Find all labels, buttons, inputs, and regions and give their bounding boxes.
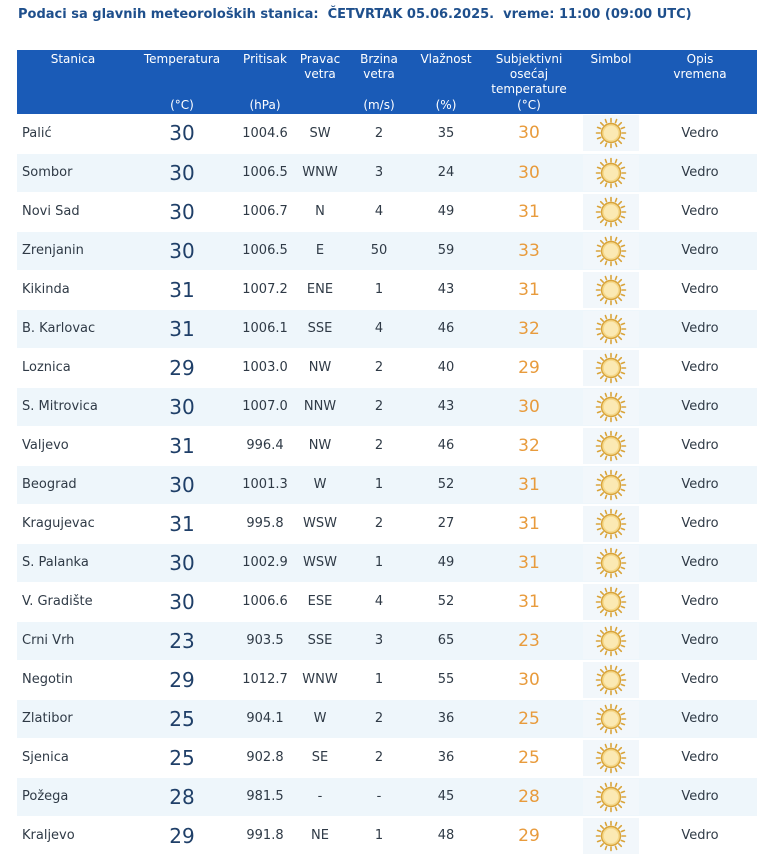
sun-icon [595,274,627,306]
table-row [17,114,757,153]
table-row [17,153,757,192]
station-name: Zlatibor [17,699,129,738]
temperature-value: 31 [129,426,235,465]
weather-description: Vedro [643,348,757,387]
symbol-cell [579,504,643,543]
symbol-cell [579,816,643,855]
weather-description: Vedro [643,543,757,582]
wind-speed-value: 3 [345,621,413,660]
wind-speed-value: 1 [345,543,413,582]
table-row [17,387,757,426]
wind-speed-value: 3 [345,153,413,192]
header-description: Opis vremena [673,52,727,81]
weather-description: Vedro [643,192,757,231]
humidity-value: 52 [413,465,479,504]
temperature-value: 31 [129,309,235,348]
wind-direction-value: SE [295,738,345,777]
wind-direction-value: W [295,465,345,504]
wind-speed-value: 4 [345,309,413,348]
temperature-value: 30 [129,192,235,231]
title-lead: Podaci sa glavnih meteoroloških stanica: [18,7,319,22]
pressure-value: 1006.5 [235,231,295,270]
wind-direction-value: SSE [295,309,345,348]
wind-speed-value: 2 [345,699,413,738]
table-header [17,50,757,114]
header-humidity: Vlažnost (%) [420,52,472,112]
temperature-value: 31 [129,504,235,543]
wind-direction-value: E [295,231,345,270]
symbol-cell [579,348,643,387]
sun-icon [595,625,627,657]
feel-temperature-value: 25 [479,738,579,777]
table-row [17,309,757,348]
header-wind-speed: Brzina vetra (m/s) [360,52,398,112]
feel-temperature-value: 29 [479,348,579,387]
stations-table [17,50,757,856]
wind-direction-value: WSW [295,543,345,582]
sun-icon [595,742,627,774]
table-row [17,348,757,387]
temperature-value: 30 [129,387,235,426]
wind-speed-value: 2 [345,426,413,465]
sun-icon [595,313,627,345]
humidity-value: 36 [413,738,479,777]
wind-speed-value: 2 [345,387,413,426]
weather-description: Vedro [643,387,757,426]
table-row [17,465,757,504]
wind-speed-value: 1 [345,816,413,855]
wind-direction-value: NNW [295,387,345,426]
pressure-value: 1004.6 [235,114,295,153]
sun-icon [595,391,627,423]
weather-description: Vedro [643,114,757,153]
humidity-value: 27 [413,504,479,543]
pressure-value: 1006.5 [235,153,295,192]
station-name: B. Karlovac [17,309,129,348]
humidity-value: 65 [413,621,479,660]
pressure-value: 904.1 [235,699,295,738]
symbol-cell [579,426,643,465]
feel-temperature-value: 31 [479,465,579,504]
wind-direction-value: W [295,699,345,738]
weather-description: Vedro [643,309,757,348]
station-name: Negotin [17,660,129,699]
sun-icon [595,157,627,189]
station-name: Beograd [17,465,129,504]
table-row [17,543,757,582]
weather-description: Vedro [643,816,757,855]
humidity-value: 40 [413,348,479,387]
humidity-value: 36 [413,699,479,738]
table-row [17,582,757,621]
sun-icon [595,196,627,228]
pressure-value: 991.8 [235,816,295,855]
humidity-value: 43 [413,387,479,426]
pressure-value: 1007.0 [235,387,295,426]
weather-description: Vedro [643,426,757,465]
wind-speed-value: 1 [345,660,413,699]
wind-direction-value: SSE [295,621,345,660]
pressure-value: 1003.0 [235,348,295,387]
feel-temperature-value: 23 [479,621,579,660]
symbol-cell [579,465,643,504]
wind-direction-value: N [295,192,345,231]
wind-direction-value: WNW [295,660,345,699]
sun-icon [595,430,627,462]
sun-icon [595,820,627,852]
weather-description: Vedro [643,582,757,621]
pressure-value: 1002.9 [235,543,295,582]
temperature-value: 30 [129,231,235,270]
symbol-cell [579,738,643,777]
symbol-cell [579,192,643,231]
header-pressure: Pritisak (hPa) [243,52,287,112]
pressure-value: 902.8 [235,738,295,777]
title-time: 11:00 (09:00 UTC) [558,7,692,22]
symbol-cell [579,387,643,426]
temperature-value: 29 [129,348,235,387]
feel-temperature-value: 31 [479,270,579,309]
sun-icon [595,469,627,501]
table-row [17,231,757,270]
wind-speed-value: 2 [345,114,413,153]
weather-description: Vedro [643,621,757,660]
sun-icon [595,586,627,618]
symbol-cell [579,114,643,153]
symbol-cell [579,582,643,621]
humidity-value: 35 [413,114,479,153]
temperature-value: 30 [129,153,235,192]
feel-temperature-value: 32 [479,309,579,348]
table-row [17,699,757,738]
weather-description: Vedro [643,504,757,543]
pressure-value: 1006.6 [235,582,295,621]
temperature-value: 30 [129,543,235,582]
wind-direction-value: NE [295,816,345,855]
wind-speed-value: 2 [345,504,413,543]
feel-temperature-value: 30 [479,387,579,426]
station-name: Valjevo [17,426,129,465]
wind-direction-value: ESE [295,582,345,621]
humidity-value: 24 [413,153,479,192]
wind-speed-value: 50 [345,231,413,270]
weather-description: Vedro [643,231,757,270]
temperature-value: 25 [129,699,235,738]
symbol-cell [579,621,643,660]
page-title [18,7,692,22]
header-wind-direction: Pravac vetra [299,52,341,81]
wind-speed-value: 2 [345,738,413,777]
station-name: S. Mitrovica [17,387,129,426]
symbol-cell [579,543,643,582]
header-symbol: Simbol [590,52,632,66]
humidity-value: 49 [413,543,479,582]
temperature-value: 30 [129,582,235,621]
temperature-value: 30 [129,465,235,504]
station-name: Novi Sad [17,192,129,231]
sun-icon [595,781,627,813]
pressure-value: 1006.7 [235,192,295,231]
table-row [17,738,757,777]
weather-description: Vedro [643,153,757,192]
station-name: S. Palanka [17,543,129,582]
title-time-label: vreme: [503,7,555,22]
feel-temperature-value: 28 [479,777,579,816]
pressure-value: 1006.1 [235,309,295,348]
feel-temperature-value: 31 [479,504,579,543]
table-row [17,192,757,231]
temperature-value: 23 [129,621,235,660]
sun-icon [595,352,627,384]
symbol-cell [579,153,643,192]
wind-speed-value: 1 [345,465,413,504]
station-name: Palić [17,114,129,153]
weather-description: Vedro [643,777,757,816]
temperature-value: 31 [129,270,235,309]
symbol-cell [579,309,643,348]
humidity-value: 48 [413,816,479,855]
wind-direction-value: WNW [295,153,345,192]
table-row [17,660,757,699]
pressure-value: 1001.3 [235,465,295,504]
weather-description: Vedro [643,270,757,309]
pressure-value: 981.5 [235,777,295,816]
wind-direction-value: NW [295,348,345,387]
symbol-cell [579,270,643,309]
station-name: Loznica [17,348,129,387]
sun-icon [595,703,627,735]
symbol-cell [579,777,643,816]
station-name: Kikinda [17,270,129,309]
temperature-value: 29 [129,660,235,699]
temperature-value: 29 [129,816,235,855]
humidity-value: 52 [413,582,479,621]
weather-description: Vedro [643,465,757,504]
header-feel-temperature: Subjektivni osećaj temperature (°C) [491,52,567,112]
feel-temperature-value: 31 [479,582,579,621]
temperature-value: 28 [129,777,235,816]
feel-temperature-value: 33 [479,231,579,270]
table-row [17,426,757,465]
temperature-value: 25 [129,738,235,777]
wind-direction-value: - [295,777,345,816]
sun-icon [595,664,627,696]
table-row [17,621,757,660]
station-name: Sjenica [17,738,129,777]
feel-temperature-value: 30 [479,153,579,192]
station-name: Zrenjanin [17,231,129,270]
wind-speed-value: 4 [345,582,413,621]
wind-speed-value: 1 [345,270,413,309]
station-name: V. Gradište [17,582,129,621]
wind-direction-value: SW [295,114,345,153]
wind-direction-value: WSW [295,504,345,543]
station-name: Požega [17,777,129,816]
feel-temperature-value: 29 [479,816,579,855]
wind-direction-value: ENE [295,270,345,309]
humidity-value: 45 [413,777,479,816]
feel-temperature-value: 25 [479,699,579,738]
table-row [17,777,757,816]
pressure-value: 1007.2 [235,270,295,309]
pressure-value: 1012.7 [235,660,295,699]
wind-speed-value: - [345,777,413,816]
sun-icon [595,547,627,579]
humidity-value: 59 [413,231,479,270]
feel-temperature-value: 30 [479,660,579,699]
humidity-value: 49 [413,192,479,231]
temperature-value: 30 [129,114,235,153]
station-name: Kraljevo [17,816,129,855]
weather-description: Vedro [643,699,757,738]
pressure-value: 903.5 [235,621,295,660]
sun-icon [595,508,627,540]
feel-temperature-value: 31 [479,192,579,231]
symbol-cell [579,660,643,699]
table-body [17,114,757,855]
sun-icon [595,117,627,149]
humidity-value: 46 [413,309,479,348]
feel-temperature-value: 32 [479,426,579,465]
table-row [17,504,757,543]
table-row [17,816,757,855]
feel-temperature-value: 31 [479,543,579,582]
header-temperature: Temperatura (°C) [143,52,221,112]
station-name: Kragujevac [17,504,129,543]
sun-icon [595,235,627,267]
humidity-value: 46 [413,426,479,465]
table-row [17,270,757,309]
header-station: Stanica [50,52,96,66]
pressure-value: 995.8 [235,504,295,543]
symbol-cell [579,231,643,270]
wind-direction-value: NW [295,426,345,465]
pressure-value: 996.4 [235,426,295,465]
wind-speed-value: 4 [345,192,413,231]
station-name: Crni Vrh [17,621,129,660]
symbol-cell [579,699,643,738]
humidity-value: 43 [413,270,479,309]
weather-description: Vedro [643,738,757,777]
feel-temperature-value: 30 [479,114,579,153]
title-day-date: ČETVRTAK 05.06.2025. [327,7,495,22]
humidity-value: 55 [413,660,479,699]
station-name: Sombor [17,153,129,192]
wind-speed-value: 2 [345,348,413,387]
weather-description: Vedro [643,660,757,699]
